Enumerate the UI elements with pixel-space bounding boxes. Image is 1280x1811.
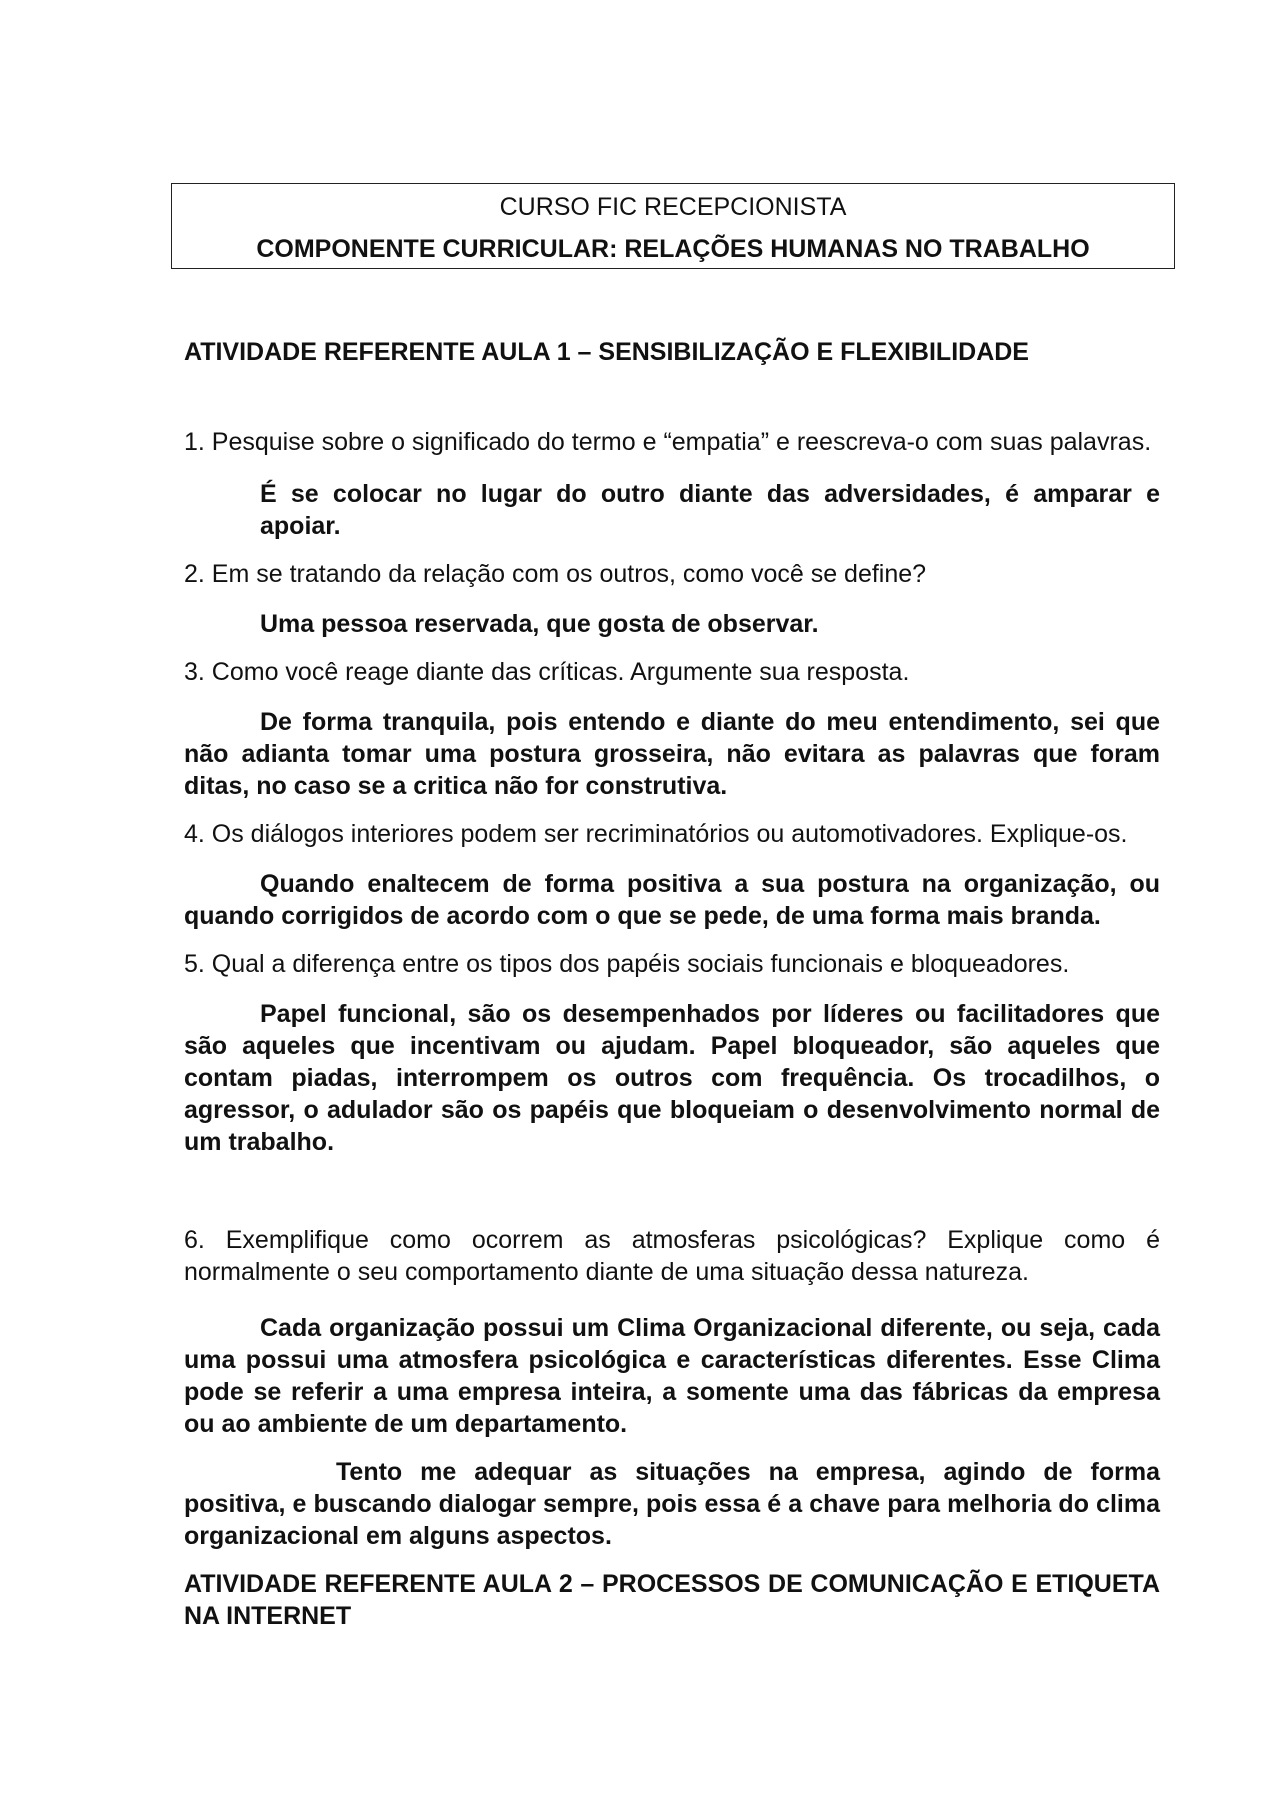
header-box [171,183,1175,269]
answer-1: É se colocar no lugar do outro diante das adversidades, é amparar e apoiar. [260,480,1160,540]
question-1: 1. Pesquise sobre o significado do termo e “empatia” e reescreva-o com suas palavras. [184,428,1152,456]
question-6: 6. Exemplifique como ocorrem as atmosferas psicológicas? Explique como é normalmente o seu comportamento diante de uma situação dessa natureza. [184,1226,1160,1286]
question-5: 5. Qual a diferença entre os tipos dos papéis sociais funcionais e bloqueadores. [184,950,1070,978]
section2-title: ATIVIDADE REFERENTE AULA 2 – PROCESSOS DE COMUNICAÇÃO E ETIQUETA NA INTERNET [184,1570,1160,1630]
answer-3: De forma tranquila, pois entendo e diante do meu entendimento, sei que não adianta tomar uma postura grosseira, não evitara as palavras que foram ditas, no caso se a critica não for construtiva. [184,708,1160,800]
question-2: 2. Em se tratando da relação com os outros, como você se define? [184,560,927,588]
answer-6-continued: Tento me adequar as situações na empresa, agindo de forma positiva, e buscando dialogar sempre, pois essa é a chave para melhoria do clima organizacional em alguns aspectos. [184,1458,1160,1550]
course-title: CURSO FIC RECEPCIONISTA [499,193,847,221]
component-title: COMPONENTE CURRICULAR: RELAÇÕES HUMANAS NO TRABALHO [256,235,1090,263]
answer-6: Cada organização possui um Clima Organizacional diferente, ou seja, cada uma possui uma atmosfera psicológica e características diferentes. Esse Clima pode se referir a uma empresa inteira, a somente uma das fábricas da empresa ou ao ambiente de um departamento. [184,1314,1160,1438]
answer-4: Quando enaltecem de forma positiva a sua postura na organização, ou quando corrigidos de acordo com o que se pede, de uma forma mais branda. [184,870,1160,930]
answer-5: Papel funcional, são os desempenhados por líderes ou facilitadores que são aqueles que incentivam ou ajudam. Papel bloqueador, são aqueles que contam piadas, interrompem os outros com frequência. Os trocadilhos, o agressor, o adulador são os papéis que bloqueiam o desenvolvimento normal de um trabalho. [184,1000,1160,1156]
question-4: 4. Os diálogos interiores podem ser recriminatórios ou automotivadores. Explique-os. [184,820,1128,848]
question-3: 3. Como você reage diante das críticas. Argumente sua resposta. [184,658,910,686]
answer-2: Uma pessoa reservada, que gosta de observar. [260,610,819,638]
document-content [184,336,1160,1632]
section1-title: ATIVIDADE REFERENTE AULA 1 – SENSIBILIZAÇÃO E FLEXIBILIDADE [184,338,1029,366]
